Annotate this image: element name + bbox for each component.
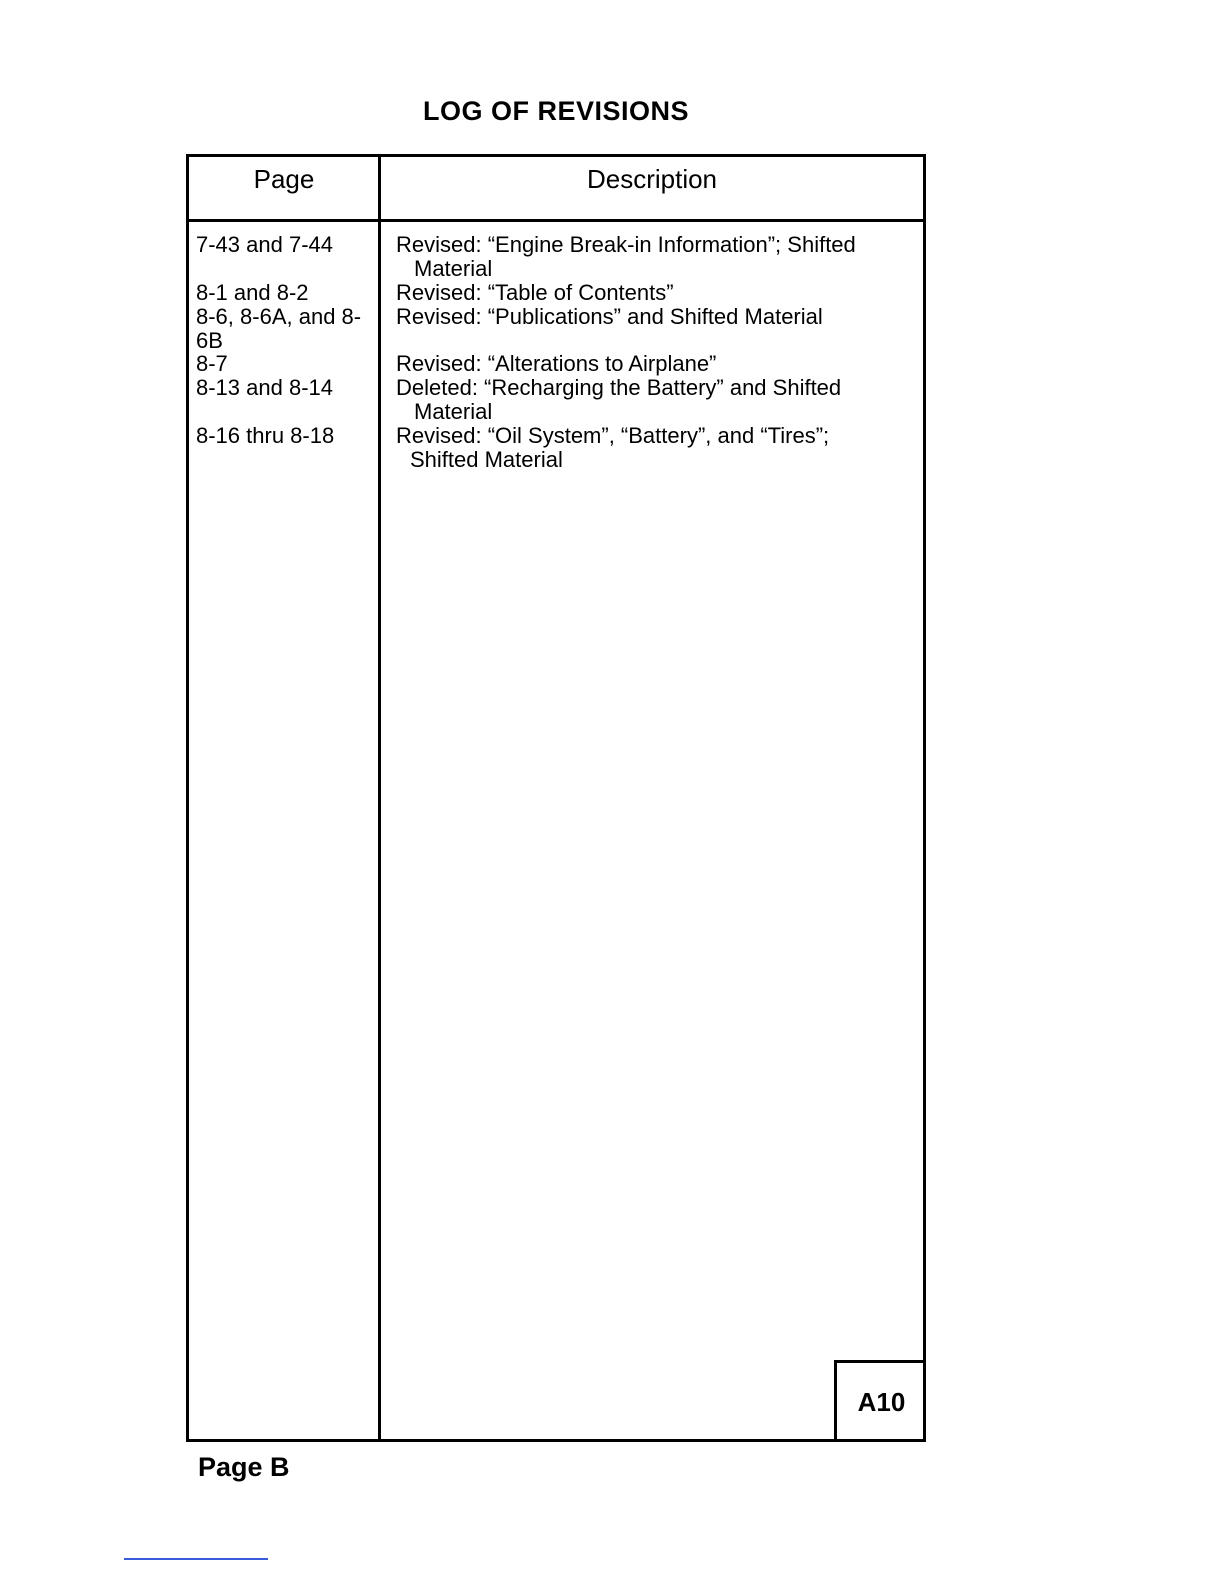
table-row-description — [396, 376, 920, 424]
description-continuation: Shifted Material — [410, 447, 563, 472]
table-row-description — [396, 352, 920, 376]
table-row-description — [396, 281, 920, 305]
footer-divider — [124, 1558, 268, 1560]
revision-code-box — [834, 1360, 926, 1442]
revision-code: A10 — [857, 1387, 906, 1417]
table-row-page: 8-6, 8-6A, and 8-6B — [196, 304, 362, 353]
header-divider — [189, 219, 923, 222]
description-line: Revised: “Oil System”, “Battery”, and “Tires”; — [396, 423, 830, 448]
description-line: Revised: “Alterations to Airplane” — [396, 351, 717, 376]
document-title: LOG OF REVISIONS — [422, 96, 690, 126]
table-row-page: 8-13 and 8-14 — [196, 375, 333, 400]
page-number: Page B — [198, 1452, 290, 1482]
column-header-description: Description — [586, 164, 718, 194]
table-row-page: 8-7 — [196, 351, 228, 376]
column-header-page: Page — [253, 164, 315, 194]
description-continuation: Material — [414, 256, 493, 281]
table-row-page: 8-1 and 8-2 — [196, 280, 309, 305]
table-row-page: 8-16 thru 8-18 — [196, 423, 335, 448]
column-divider — [378, 157, 381, 1439]
table-row-description — [396, 305, 920, 329]
description-line: Revised: “Publications” and Shifted Material — [396, 304, 823, 329]
description-line: Revised: “Table of Contents” — [396, 280, 674, 305]
description-continuation: Material — [414, 399, 493, 424]
description-line: Revised: “Engine Break-in Information”; Shifted — [396, 232, 856, 257]
table-row-description — [396, 424, 920, 472]
description-line: Deleted: “Recharging the Battery” and Shifted — [396, 375, 842, 400]
table-row-page: 7-43 and 7-44 — [196, 232, 333, 257]
table-row-description — [396, 233, 920, 281]
